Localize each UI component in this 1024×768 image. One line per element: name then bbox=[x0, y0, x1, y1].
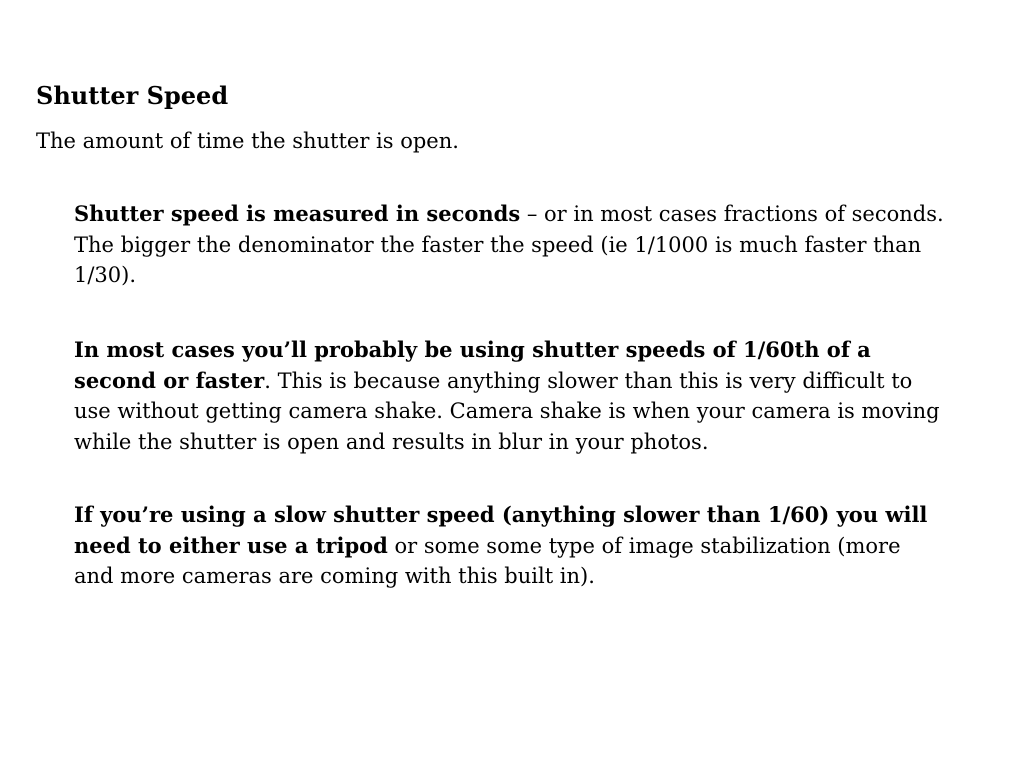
paragraph-bold-lead: If you’re using a slow shutter speed (anything slower than 1/60) you will need to either use a tripod bbox=[74, 502, 928, 558]
paragraph-body: – or in most cases fractions of seconds. The bigger the denominator the faster the speed (ie 1/1000 is much faster than 1/30). bbox=[74, 202, 944, 287]
paragraph-bold-lead: Shutter speed is measured in seconds bbox=[74, 201, 521, 226]
paragraph-body: . This is because anything slower than this is very difficult to use without getting camera shake. Camera shake is when your camera is moving while the shutter is open and results in blur in your photos. bbox=[74, 368, 940, 454]
paragraph-typical-speeds bbox=[74, 335, 944, 457]
paragraph-body: or some some type of image stabilization (more and more cameras are coming with this built in). bbox=[74, 533, 901, 588]
paragraph-slow-shutter bbox=[74, 500, 944, 592]
intro-text: The amount of time the shutter is open. bbox=[36, 129, 459, 153]
paragraph-bold-lead: In most cases you’ll probably be using shutter speeds of 1/60th of a second or faster bbox=[74, 337, 871, 393]
paragraph-measured-in-seconds bbox=[74, 199, 944, 291]
slide-title: Shutter Speed bbox=[36, 81, 229, 110]
